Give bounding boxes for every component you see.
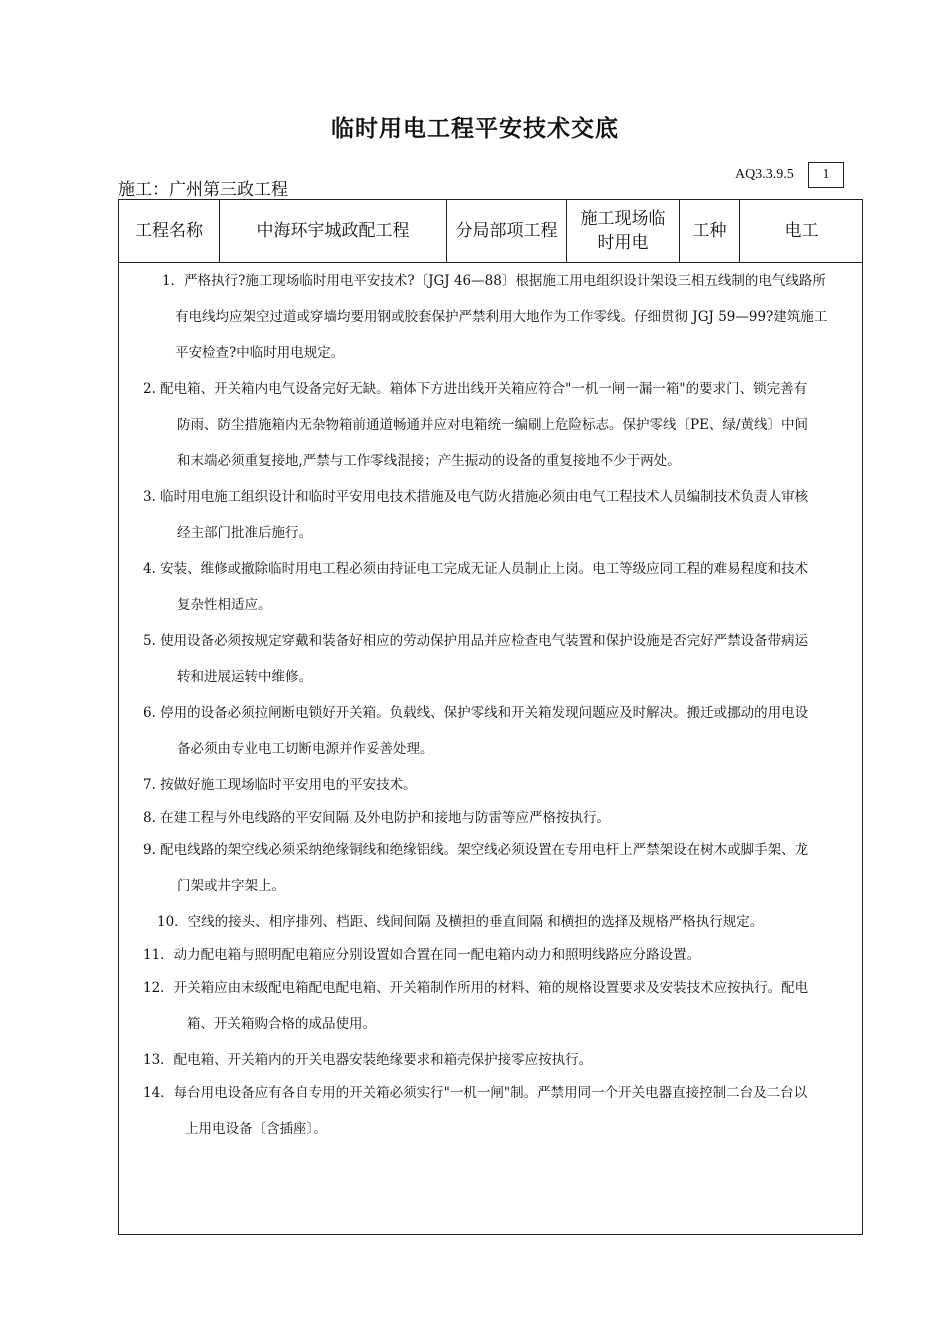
list-item-line: 上用电设备〔含插座〕。 [185, 1121, 327, 1137]
trade-label: 工种 [680, 200, 740, 262]
document-code: AQ3.3.9.5 [735, 167, 794, 182]
list-item-line: 和末端必须重复接地,严禁与工作零线混接；产生振动的设备的重复接地不少于两处。 [177, 453, 681, 469]
list-item-line: 5. 使用设备必须按规定穿戴和装备好相应的劳动保护用品并应检查电气装置和保护设施是否完好严禁设备带病运 [143, 633, 809, 649]
construction-unit: 施工：广州第三政工程 [118, 180, 288, 200]
list-item-line: 有电线均应架空过道或穿墙均要用钢或胶套保护严禁利用大地作为工作零线。仔细贯彻 JGJ 59—99?建筑施工 [175, 309, 828, 325]
list-item [119, 623, 816, 695]
list-item-line: 1．严格执行?施工现场临时用电平安技术?〔JGJ 46—88〕根据施工用电组织设计架设三相五线制的电气线路所 [162, 273, 826, 289]
list-item [119, 800, 618, 836]
trade-value: 电工 [784, 221, 819, 241]
list-item-line: 14．每台用电设备应有各自专用的开关箱必须实行"一机一闸"制。严禁用同一个开关电器直接控制二台及二台以 [143, 1085, 808, 1101]
list-item-line: 7. 按做好施工现场临时平安用电的平安技术。 [143, 777, 417, 793]
list-item-line: 3. 临时用电施工组织设计和临时平安用电技术措施及电气防火措施必须由电气工程技术人员编制技术负责人审核 [143, 489, 809, 505]
list-item-line: 6. 停用的设备必须拉闸断电锁好开关箱。负载线、保护零线和开关箱发现问题应及时解决。搬迁或挪动的用电设 [143, 705, 809, 721]
list-item-line: 4. 安装、维修或撤除临时用电工程必须由持证电工完成无证人员制止上岗。电工等级应同工程的难易程度和技术 [143, 561, 809, 577]
list-item-line: 11．动力配电箱与照明配电箱应分别设置如合置在同一配电箱内动力和照明线路应分路设置。 [143, 947, 701, 963]
list-item [119, 371, 816, 479]
list-item-line: 13．配电箱、开关箱内的开关电器安装绝缘要求和箱壳保护接零应按执行。 [143, 1052, 593, 1068]
list-item [119, 767, 425, 803]
list-item-line: 平安检查?中临时用电规定。 [175, 345, 345, 361]
list-item [119, 1075, 815, 1147]
table-header-row [119, 200, 862, 263]
list-item-line: 2. 配电箱、开关箱内电气设备完好无缺。箱体下方进出线开关箱应符合"一机一闸一漏一箱"的要求门、锁完善有 [143, 381, 808, 397]
list-item-line: 转和进展运转中维修。 [177, 669, 312, 685]
list-item-line: 备必须由专业电工切断电源并作妥善处理。 [177, 741, 434, 757]
list-item-line: 防雨、防尘措施箱内无杂物箱前通道畅通并应对电箱统一编刷上危险标志。保护零线〔PE、绿/黄线〕中间 [177, 417, 808, 433]
list-item-line: 经主部门批准后施行。 [177, 525, 312, 541]
list-item [119, 904, 771, 940]
list-item [119, 551, 816, 623]
list-item-line: 门架或井字架上。 [177, 878, 285, 894]
document-title: 临时用电工程平安技术交底 [331, 115, 619, 142]
disclosure-table [118, 199, 863, 1235]
list-item [119, 263, 835, 371]
list-item [119, 832, 816, 904]
list-item [119, 970, 816, 1042]
list-item [119, 1042, 600, 1078]
division-label: 分局部项工程 [447, 200, 567, 262]
list-item-line: 箱、开关箱购合格的成品使用。 [187, 1016, 376, 1032]
list-item [119, 937, 708, 973]
list-item-line: 12．开关箱应由末级配电箱配电配电箱、开关箱制作所用的材料、箱的规格设置要求及安装技术应按执行。配电 [143, 980, 809, 996]
division-value: 施工现场临时用电 [567, 200, 680, 262]
project-name-label: 工程名称 [119, 200, 220, 262]
list-item [119, 695, 816, 767]
page-number-box: 1 [808, 162, 844, 188]
list-item-line: 10．空线的接头、相序排列、档距、线间间隔 及横担的垂直间隔 和横担的选择及规格严格执行规定。 [157, 914, 764, 930]
list-item-line: 8. 在建工程与外电线路的平安间隔 及外电防护和接地与防雷等应严格按执行。 [143, 810, 610, 826]
list-item-line: 复杂性相适应。 [177, 597, 272, 613]
list-item [119, 479, 816, 551]
list-item-line: 9. 配电线路的架空线必须采纳绝缘铜线和绝缘铝线。架空线必须设置在专用电杆上严禁架设在树木或脚手架、龙 [143, 842, 809, 858]
project-name-value: 中海环宇城政配工程 [220, 200, 447, 262]
